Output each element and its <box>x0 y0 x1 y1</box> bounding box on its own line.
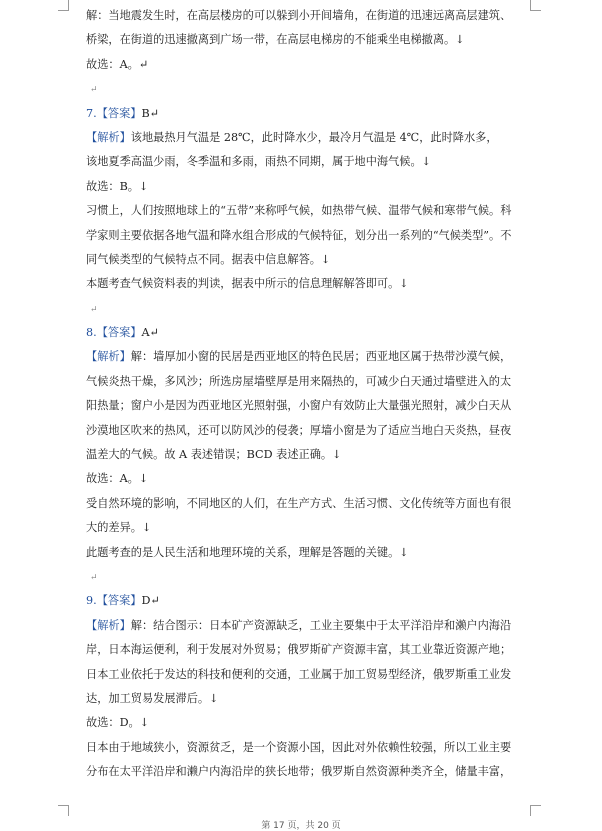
text-line <box>86 321 518 345</box>
text-line <box>86 394 518 418</box>
text-segment: 日本由于地域狭小，资源贫乏，是一个资源小国，因此对外依赖性较强，所以工业主要 <box>86 740 512 754</box>
text-segment: 故选：D。↓ <box>86 716 150 730</box>
text-line <box>86 345 518 369</box>
margin-corner-bottom-right <box>530 805 541 816</box>
text-segment: 学家则主要依据各地气温和降水组合形成的气候特征，划分出一系列的“气候类型”。不 <box>86 228 512 242</box>
text-line <box>86 4 518 28</box>
text-segment: D↵ <box>141 594 160 608</box>
text-segment: A↵ <box>141 326 159 340</box>
page-footer: 第 17 页，共 20 页 <box>261 821 341 831</box>
text-segment: 该地最热月气温是 28℃，此时降水少，最冷月气温是 4℃，此时降水多， <box>130 130 498 144</box>
text-segment: 解：当地震发生时，在高层楼房的可以躲到小开间墙角，在街道的迅速远离高层建筑、 <box>86 9 512 22</box>
answer-tag: 【解析】 <box>86 618 131 632</box>
text-line <box>86 126 518 150</box>
text-segment: 达，加工贸易发展滞后。↓ <box>86 691 219 705</box>
text-line <box>86 370 518 394</box>
text-segment: ↵ <box>90 304 98 315</box>
text-segment: 本题考查气候资料表的判读，据表中所示的信息理解解答即可。↓ <box>86 277 409 291</box>
text-line <box>86 492 518 516</box>
text-segment: 故选：A。↵ <box>86 57 149 71</box>
document-body <box>86 4 518 785</box>
margin-corner-top-right <box>530 0 541 11</box>
text-segment: 此题考查的是人民生活和地理环境的关系，理解是答题的关键。↓ <box>86 545 409 559</box>
text-line <box>86 297 518 321</box>
answer-tag: 【答案】 <box>96 106 142 120</box>
text-segment: 阳热量；窗户小是因为西亚地区光照射强，小窗户有效防止大量强光照射，减少白天从 <box>86 399 512 413</box>
text-line <box>86 150 518 174</box>
text-line <box>86 77 518 101</box>
text-line <box>86 516 518 540</box>
text-segment: 解：结合图示：日本矿产资源缺乏，工业主要集中于太平洋沿岸和濑户内海沿 <box>130 618 512 632</box>
question-number: 8. <box>86 326 97 340</box>
margin-corner-top-left <box>58 0 69 11</box>
text-segment: 解：墙厚加小窗的民居是西亚地区的特色民居；西亚地区属于热带沙漠气候， <box>130 350 512 364</box>
text-line <box>86 687 518 711</box>
text-line <box>86 663 518 687</box>
text-segment: 同气候类型的气候特点不同。据表中信息解答。↓ <box>86 252 331 266</box>
text-line <box>86 443 518 467</box>
text-line <box>86 419 518 443</box>
answer-tag: 【答案】 <box>96 594 142 608</box>
text-line <box>86 760 518 784</box>
text-segment: 桥梁，在街道的迅速撤离到广场一带，在高层电梯房的不能乘坐电梯撤离。↓ <box>86 33 465 47</box>
text-line <box>86 248 518 272</box>
text-line <box>86 467 518 491</box>
text-line <box>86 638 518 662</box>
text-line <box>86 224 518 248</box>
text-segment: 日本工业依托于发达的科技和便利的交通，工业属于加工贸易型经济，俄罗斯重工业发 <box>86 667 512 681</box>
text-line <box>86 102 518 126</box>
text-line <box>86 711 518 735</box>
text-segment: 大的差异。↓ <box>86 521 152 535</box>
text-line <box>86 565 518 589</box>
question-number: 7. <box>86 106 97 120</box>
text-line <box>86 53 518 77</box>
question-number: 9. <box>86 594 97 608</box>
text-segment: 分布在太平洋沿岸和濑户内海沿岸的狭长地带；俄罗斯自然资源种类齐全，储量丰富， <box>86 765 512 779</box>
text-segment: ↵ <box>90 85 98 96</box>
answer-tag: 【答案】 <box>96 326 142 340</box>
text-segment: ↵ <box>90 572 98 583</box>
answer-tag: 【解析】 <box>86 350 131 364</box>
text-line <box>86 614 518 638</box>
text-segment: 沙漠地区吹来的热风，还可以防风沙的侵袭；厚墙小窗是为了适应当地白天炎热，昼夜 <box>86 423 512 437</box>
text-line <box>86 199 518 223</box>
answer-tag: 【解析】 <box>86 130 131 144</box>
text-line <box>86 589 518 613</box>
text-segment: 习惯上，人们按照地球上的“五带”来称呼气候，如热带气候、温带气候和寒带气候。科 <box>86 204 512 218</box>
text-segment: 该地夏季高温少雨，冬季温和多雨，雨热不同期，属于地中海气候。↓ <box>86 155 432 169</box>
text-segment: 受自然环境的影响，不同地区的人们，在生产方式、生活习惯、文化传统等方面也有很 <box>86 496 512 510</box>
text-segment: 岸，日本海运便利，利于发展对外贸易；俄罗斯矿产资源丰富，其工业靠近资源产地； <box>86 643 512 657</box>
text-line <box>86 175 518 199</box>
text-line <box>86 272 518 296</box>
text-segment: 故选：A。↓ <box>86 472 149 486</box>
text-segment: 故选：B。↓ <box>86 179 149 193</box>
text-segment: 温差大的气候。故 A 表述错误；BCD 表述正确。↓ <box>86 448 342 462</box>
margin-corner-bottom-left <box>58 805 69 816</box>
text-line <box>86 736 518 760</box>
text-line <box>86 28 518 52</box>
text-line <box>86 541 518 565</box>
text-segment: 气候炎热干燥，多风沙；所选房屋墙壁厚是用来隔热的，可减少白天通过墙壁进入的太 <box>86 374 512 388</box>
text-segment: B↵ <box>141 106 160 120</box>
